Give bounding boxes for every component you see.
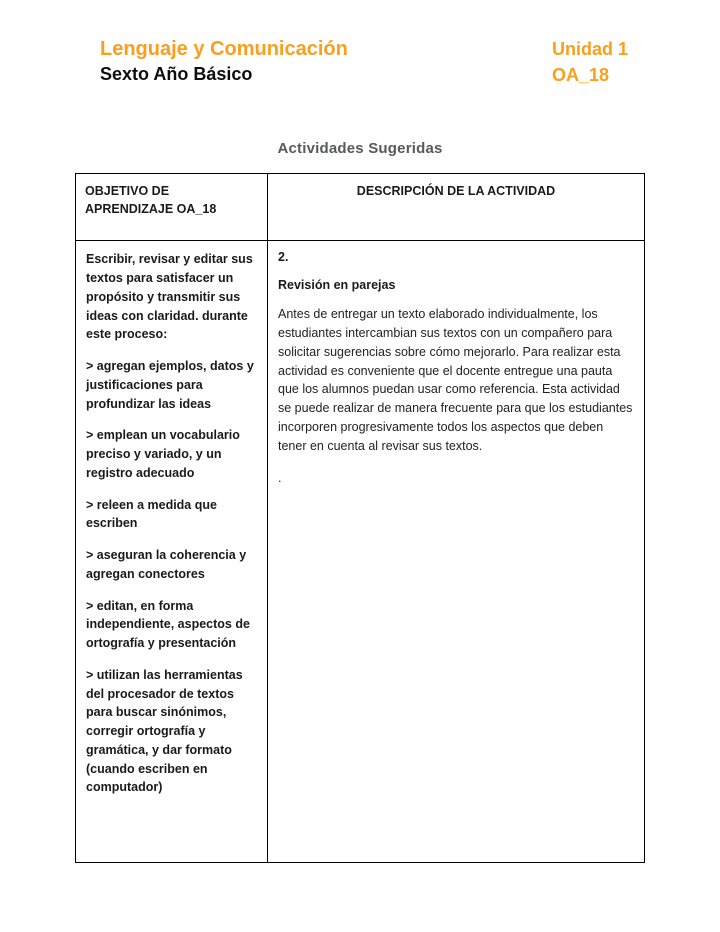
objective-item: > emplean un vocabulario preciso y variado, y un registro adecuado [86,428,240,480]
page-title: Actividades Sugeridas [277,140,443,158]
subject-title: Lenguaje y Comunicación [100,38,348,60]
objective-item: > editan, en forma independiente, aspectos de ortografía y presentación [86,598,250,651]
header-right [552,36,628,88]
activities-table [75,173,645,863]
activity-title: Revisión en parejas [278,278,396,293]
header-left [100,36,348,86]
table-header-row [76,174,645,241]
description-column-header: DESCRIPCIÓN DE LA ACTIVIDAD [268,174,645,241]
objective-cell [76,241,268,863]
objective-item: > agregan ejemplos, datos y justificaciones para profundizar las ideas [86,359,254,411]
objective-column-header: OBJETIVO DE APRENDIZAJE OA_18 [76,174,268,241]
objective-intro: Escribir, revisar y editar sus textos para satisfacer un propósito y transmitir sus ideas con claridad. durante este proceso: [86,252,253,342]
objective-item: > utilizan las herramientas del procesador de textos para buscar sinónimos, corregir ortografía y gramática, y dar formato (cuando escriben en computador) [86,667,243,795]
activity-number: 2. [278,250,289,265]
description-cell [268,241,645,863]
document-header [0,36,720,88]
table-body-row [76,241,645,863]
oa-label: OA_18 [551,65,610,86]
activity-description: Antes de entregar un texto elaborado individualmente, los estudiantes intercambian sus textos con un compañero para solicitar sugerencias sobre cómo mejorarlo. Para realizar esta actividad es conveniente que el docente entregue una pauta que los alumnos puedan usar como referencia. Esta actividad se puede realizar de manera frecuente para que los estudiantes incorporen progresivamente todos los aspectos que deben tener en cuenta al revisar sus textos. [278,307,633,453]
objective-item: > aseguran la coherencia y agregan conectores [86,548,247,581]
objective-item: > releen a medida que escriben [86,497,217,531]
grade-subtitle: Sexto Año Básico [100,64,253,84]
unit-label: Unidad 1 [551,39,628,59]
activity-trailing-dot: . [278,471,282,486]
